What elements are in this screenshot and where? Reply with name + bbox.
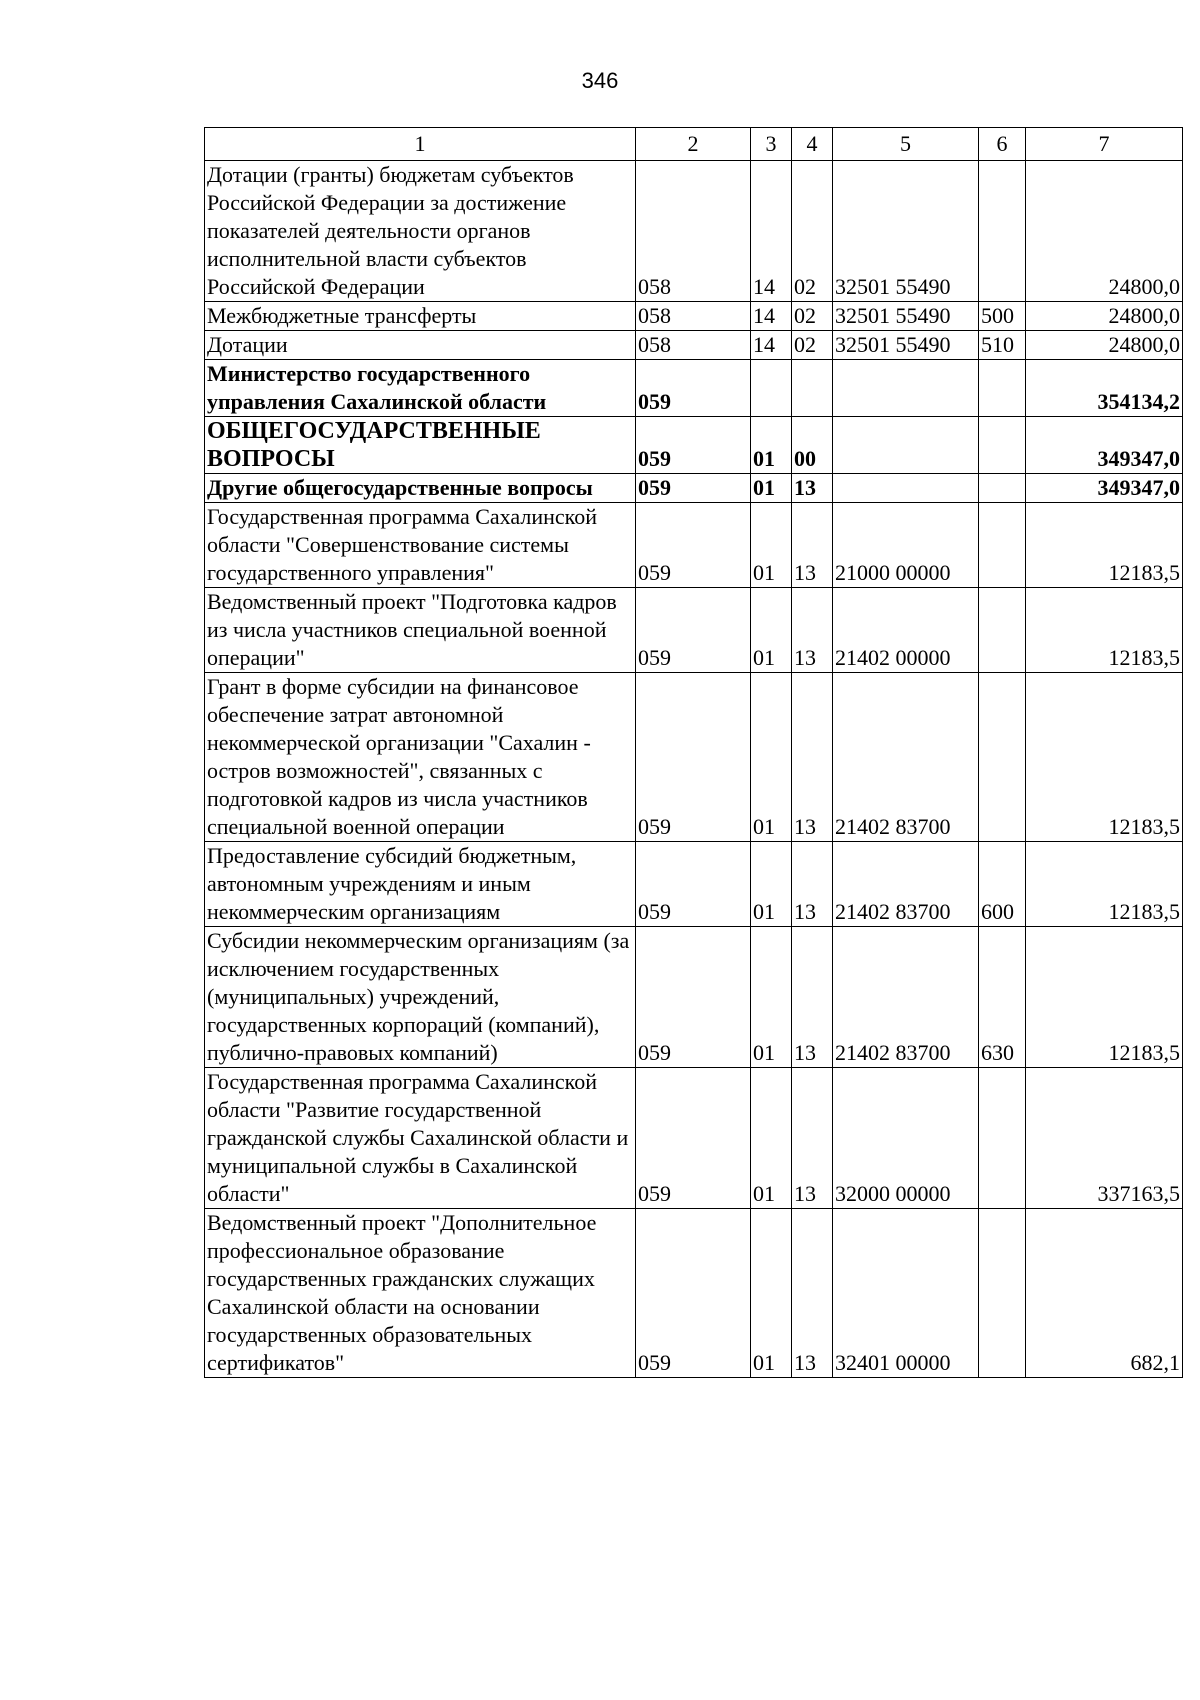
- row-name-cell: Субсидии некоммерческим организациям (за исключением государственных (муниципальных) учреждений, государственных корпораций (компаний), публично-правовых компаний): [205, 927, 636, 1068]
- column-header: 2: [636, 128, 751, 161]
- column-header: 5: [833, 128, 979, 161]
- table-row: [205, 503, 1183, 588]
- row-subsection-cell: 13: [792, 474, 833, 503]
- row-admin-code-cell: 059: [636, 474, 751, 503]
- row-subsection-cell: 13: [792, 927, 833, 1068]
- row-expense-type-cell: 510: [979, 331, 1026, 360]
- column-header-row: [205, 128, 1183, 161]
- row-subsection-cell: 13: [792, 673, 833, 842]
- row-name-cell: Дотации: [205, 331, 636, 360]
- row-amount-cell: 349347,0: [1026, 417, 1183, 474]
- row-name-cell: Государственная программа Сахалинской области "Развитие государственной гражданской службы Сахалинской области и муниципальной службы в Сахалинской области": [205, 1068, 636, 1209]
- row-section-cell: 01: [751, 927, 792, 1068]
- table-row: [205, 673, 1183, 842]
- table-row: [205, 927, 1183, 1068]
- row-target-article-cell: 21000 00000: [833, 503, 979, 588]
- row-target-article-cell: 21402 00000: [833, 588, 979, 673]
- row-expense-type-cell: [979, 588, 1026, 673]
- table-row: [205, 161, 1183, 302]
- row-expense-type-cell: [979, 503, 1026, 588]
- row-expense-type-cell: [979, 360, 1026, 417]
- row-admin-code-cell: 059: [636, 1209, 751, 1378]
- page-number: 346: [581, 68, 619, 93]
- row-expense-type-cell: [979, 1068, 1026, 1209]
- row-amount-cell: 12183,5: [1026, 503, 1183, 588]
- row-subsection-cell: 13: [792, 1209, 833, 1378]
- row-section-cell: 14: [751, 161, 792, 302]
- row-section-cell: 14: [751, 302, 792, 331]
- row-admin-code-cell: 059: [636, 927, 751, 1068]
- row-amount-cell: 12183,5: [1026, 588, 1183, 673]
- row-section-cell: 01: [751, 1209, 792, 1378]
- budget-table: [204, 127, 1183, 1378]
- row-admin-code-cell: 058: [636, 331, 751, 360]
- row-amount-cell: 349347,0: [1026, 474, 1183, 503]
- row-amount-cell: 12183,5: [1026, 842, 1183, 927]
- table-row: [205, 842, 1183, 927]
- row-name-cell: Грант в форме субсидии на финансовое обеспечение затрат автономной некоммерческой организации "Сахалин - остров возможностей", связанных с подготовкой кадров из числа участников специальной военной операции: [205, 673, 636, 842]
- row-target-article-cell: 32501 55490: [833, 331, 979, 360]
- row-expense-type-cell: [979, 161, 1026, 302]
- row-amount-cell: 12183,5: [1026, 927, 1183, 1068]
- table-row: [205, 588, 1183, 673]
- row-target-article-cell: 21402 83700: [833, 842, 979, 927]
- row-subsection-cell: 13: [792, 842, 833, 927]
- row-subsection-cell: 13: [792, 588, 833, 673]
- row-expense-type-cell: 600: [979, 842, 1026, 927]
- column-header: 4: [792, 128, 833, 161]
- row-section-cell: 01: [751, 588, 792, 673]
- row-amount-cell: 24800,0: [1026, 161, 1183, 302]
- row-admin-code-cell: 059: [636, 842, 751, 927]
- table-body: [205, 161, 1183, 1378]
- row-admin-code-cell: 058: [636, 302, 751, 331]
- row-expense-type-cell: [979, 417, 1026, 474]
- column-header: 3: [751, 128, 792, 161]
- table-row: [205, 1209, 1183, 1378]
- row-expense-type-cell: 500: [979, 302, 1026, 331]
- row-admin-code-cell: 059: [636, 673, 751, 842]
- row-admin-code-cell: 059: [636, 1068, 751, 1209]
- row-section-cell: [751, 360, 792, 417]
- table-row: [205, 474, 1183, 503]
- row-section-cell: 01: [751, 1068, 792, 1209]
- row-section-cell: 14: [751, 331, 792, 360]
- row-name-cell: Межбюджетные трансферты: [205, 302, 636, 331]
- row-section-cell: 01: [751, 673, 792, 842]
- table-row: [205, 417, 1183, 474]
- row-amount-cell: 682,1: [1026, 1209, 1183, 1378]
- row-section-cell: 01: [751, 503, 792, 588]
- row-subsection-cell: 02: [792, 161, 833, 302]
- row-target-article-cell: 21402 83700: [833, 673, 979, 842]
- table-row: [205, 1068, 1183, 1209]
- row-target-article-cell: 32501 55490: [833, 302, 979, 331]
- table-row: [205, 360, 1183, 417]
- row-target-article-cell: [833, 417, 979, 474]
- row-target-article-cell: 32501 55490: [833, 161, 979, 302]
- row-admin-code-cell: 059: [636, 360, 751, 417]
- row-amount-cell: 24800,0: [1026, 302, 1183, 331]
- row-target-article-cell: 32000 00000: [833, 1068, 979, 1209]
- row-admin-code-cell: 058: [636, 161, 751, 302]
- row-admin-code-cell: 059: [636, 417, 751, 474]
- row-subsection-cell: 13: [792, 503, 833, 588]
- row-amount-cell: 24800,0: [1026, 331, 1183, 360]
- column-header: 7: [1026, 128, 1183, 161]
- row-admin-code-cell: 059: [636, 503, 751, 588]
- row-name-cell: Предоставление субсидий бюджетным, автономным учреждениям и иным некоммерческим организациям: [205, 842, 636, 927]
- row-subsection-cell: 02: [792, 331, 833, 360]
- row-name-cell: Дотации (гранты) бюджетам субъектов Российской Федерации за достижение показателей деятельности органов исполнительной власти субъектов Российской Федерации: [205, 161, 636, 302]
- row-subsection-cell: [792, 360, 833, 417]
- row-expense-type-cell: [979, 1209, 1026, 1378]
- row-section-cell: 01: [751, 474, 792, 503]
- row-subsection-cell: 13: [792, 1068, 833, 1209]
- column-header: 6: [979, 128, 1026, 161]
- row-subsection-cell: 02: [792, 302, 833, 331]
- row-expense-type-cell: [979, 474, 1026, 503]
- row-admin-code-cell: 059: [636, 588, 751, 673]
- row-target-article-cell: [833, 360, 979, 417]
- row-amount-cell: 12183,5: [1026, 673, 1183, 842]
- row-subsection-cell: 00: [792, 417, 833, 474]
- row-target-article-cell: 32401 00000: [833, 1209, 979, 1378]
- row-name-cell: Министерство государственного управления Сахалинской области: [205, 360, 636, 417]
- row-name-cell: Другие общегосударственные вопросы: [205, 474, 636, 503]
- row-target-article-cell: 21402 83700: [833, 927, 979, 1068]
- column-header: 1: [205, 128, 636, 161]
- row-name-cell: Государственная программа Сахалинской области "Совершенствование системы государственного управления": [205, 503, 636, 588]
- row-amount-cell: 337163,5: [1026, 1068, 1183, 1209]
- row-section-cell: 01: [751, 842, 792, 927]
- row-name-cell: Ведомственный проект "Дополнительное профессиональное образование государственных гражданских служащих Сахалинской области на основании государственных образовательных сертификатов": [205, 1209, 636, 1378]
- row-section-cell: 01: [751, 417, 792, 474]
- row-expense-type-cell: [979, 673, 1026, 842]
- row-name-cell: Ведомственный проект "Подготовка кадров из числа участников специальной военной операции": [205, 588, 636, 673]
- table-row: [205, 331, 1183, 360]
- row-target-article-cell: [833, 474, 979, 503]
- table-row: [205, 302, 1183, 331]
- row-name-cell: ОБЩЕГОСУДАРСТВЕННЫЕ ВОПРОСЫ: [205, 417, 636, 474]
- row-expense-type-cell: 630: [979, 927, 1026, 1068]
- row-amount-cell: 354134,2: [1026, 360, 1183, 417]
